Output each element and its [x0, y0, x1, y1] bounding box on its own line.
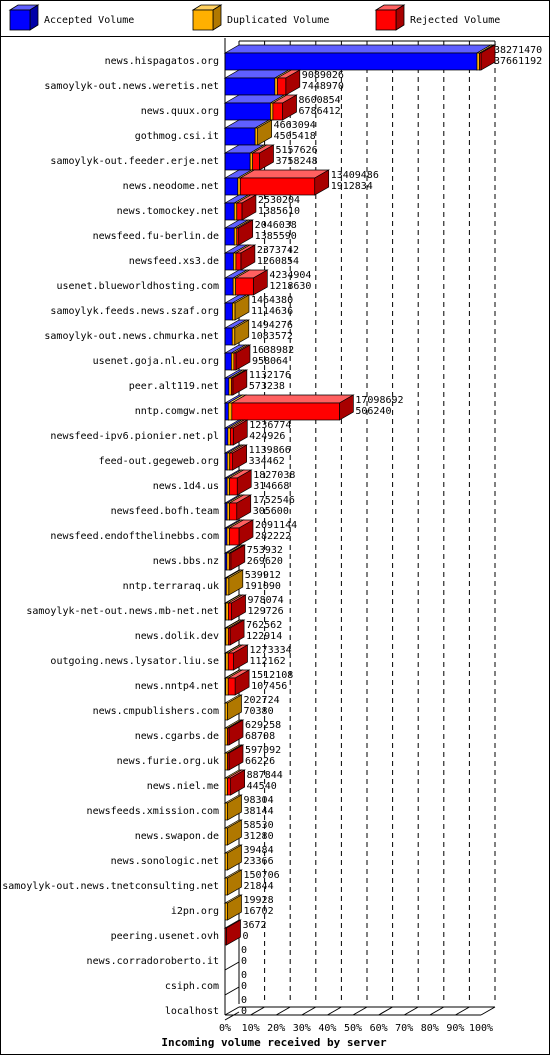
server-label: newsfeed.bofh.team: [110, 506, 219, 517]
total-value: 58530: [243, 820, 274, 831]
server-label: newsfeed.endofthelinebbs.com: [50, 531, 219, 542]
server-label: feed-out.gegeweb.org: [98, 456, 219, 467]
accepted-value: 1912834: [330, 181, 373, 192]
bar-accepted-front: [225, 78, 275, 95]
bar-accepted-front: [225, 53, 477, 70]
server-label: news.swapon.de: [134, 831, 219, 842]
total-value: 0: [241, 995, 248, 1006]
server-label: peering.usenet.ovh: [110, 931, 219, 942]
bar-row: [44, 320, 293, 345]
bar-row: [50, 645, 291, 670]
bar-rejected-front: [253, 153, 260, 170]
bar-row: [50, 295, 293, 320]
bar-row: [123, 570, 281, 595]
bar-row: [50, 145, 317, 170]
server-label: news.hispagatos.org: [104, 56, 219, 67]
bar-duplicated-front: [275, 78, 278, 95]
accepted-value: 31280: [243, 831, 274, 842]
bar-row: [153, 545, 283, 570]
server-label: news.niel.me: [146, 781, 219, 792]
accepted-value: 305600: [252, 506, 289, 517]
x-tick-label: 100%: [468, 1023, 494, 1034]
server-label: news.quux.org: [140, 106, 219, 117]
floor-tick: [251, 1007, 265, 1015]
bar-rejected-front: [228, 778, 231, 795]
bar-duplicated-front: [232, 328, 235, 345]
accepted-value: 506240: [355, 406, 392, 417]
x-tick-label: 30%: [292, 1023, 311, 1034]
accepted-value: 16702: [243, 906, 274, 917]
bar-rejected-side: [227, 920, 241, 945]
bar-rejected-front: [273, 103, 283, 120]
total-value: 3672: [242, 920, 267, 931]
total-value: 8600854: [298, 95, 341, 106]
server-label: usenet.goja.nl.eu.org: [92, 356, 219, 367]
server-label: samoylyk-out.news.tnetconsulting.net: [2, 881, 219, 892]
bar-duplicated-front: [227, 503, 230, 520]
floor-tick: [455, 1007, 469, 1015]
bar-duplicated-front: [226, 628, 229, 645]
total-value: 9089026: [301, 70, 344, 81]
bar-row: [135, 395, 404, 420]
total-value: 17098692: [355, 395, 404, 406]
bar-rejected-front: [237, 203, 242, 220]
total-value: 0: [241, 970, 248, 981]
accepted-value: 38144: [243, 806, 274, 817]
total-value: 753932: [246, 545, 283, 556]
bar-duplicated-front: [255, 128, 258, 145]
bar-empty: [225, 962, 239, 970]
bar-row: [117, 195, 300, 220]
bar-row: [87, 945, 247, 970]
accepted-value: 70380: [243, 706, 274, 717]
x-tick-label: 0%: [218, 1023, 232, 1034]
floor-tick: [302, 1007, 316, 1015]
bar-duplicated-front: [227, 528, 230, 545]
bar-rejected-front: [479, 53, 481, 70]
bar-duplicated-front: [250, 153, 253, 170]
x-tick-label: 70%: [395, 1023, 414, 1034]
bar-duplicated-front: [228, 428, 231, 445]
bar-row: [141, 95, 341, 120]
bar-rejected-top: [232, 395, 354, 403]
accepted-value: 0: [241, 1006, 248, 1017]
total-value: 1273334: [249, 645, 292, 656]
accepted-value: 0: [241, 956, 248, 967]
total-value: 1638982: [251, 345, 295, 356]
server-label: news.neodome.net: [122, 181, 219, 192]
bar-rejected-front: [232, 403, 340, 420]
bar-accepted-front: [225, 253, 233, 270]
bar-duplicated-front: [238, 178, 241, 195]
bar-duplicated-front: [227, 453, 230, 470]
accepted-value: 129726: [247, 606, 284, 617]
bar-accepted-front: [225, 103, 270, 120]
server-label: news.corradoroberto.it: [86, 956, 219, 967]
server-label: samoylyk-out.news.weretis.net: [44, 81, 219, 92]
bar-duplicated-front: [477, 53, 480, 70]
bar-duplicated-front: [234, 228, 237, 245]
accepted-value: 958064: [251, 356, 289, 367]
accepted-value: 44540: [246, 781, 277, 792]
server-label: news.dolik.dev: [134, 631, 219, 642]
total-value: 39484: [243, 845, 274, 856]
bar-duplicated-front: [228, 403, 231, 420]
server-label: samoylyk-out.feeder.erje.net: [50, 156, 219, 167]
legend-label-accepted: Accepted Volume: [44, 15, 135, 26]
bar-duplicated-front: [232, 303, 235, 320]
floor-tick: [276, 1007, 290, 1015]
total-value: 2046038: [254, 220, 297, 231]
total-value: 1752546: [252, 495, 295, 506]
accepted-value: 282222: [254, 531, 292, 542]
accepted-value: 68708: [245, 731, 276, 742]
bar-accepted-front: [225, 403, 228, 420]
accepted-value: 23366: [243, 856, 274, 867]
total-value: 887844: [246, 770, 283, 781]
total-value: 1827038: [253, 470, 296, 481]
server-label: i2pn.org: [170, 906, 219, 917]
total-value: 1236774: [249, 420, 292, 431]
floor-tick: [353, 1007, 367, 1015]
accepted-value: 112162: [249, 656, 286, 667]
total-value: 0: [241, 945, 248, 956]
bar-empty: [225, 1012, 239, 1020]
bar-rejected-side: [229, 720, 243, 745]
server-label: outgoing.news.lysator.liu.se: [50, 656, 219, 667]
server-label: news.nntp4.net: [134, 681, 219, 692]
bar-rejected-front: [236, 253, 241, 270]
accepted-value: 4505418: [273, 131, 316, 142]
floor-tick: [404, 1007, 418, 1015]
server-label: usenet.blueworldhosting.com: [56, 281, 219, 292]
total-value: 2530204: [257, 195, 301, 206]
total-value: 597092: [245, 745, 282, 756]
server-label: news.sonologic.net: [110, 856, 219, 867]
accepted-value: 314668: [253, 481, 290, 492]
bar-row: [147, 770, 283, 795]
total-value: 1512108: [251, 670, 294, 681]
bar-row: [129, 370, 291, 395]
server-label: newsfeed.fu-berlin.de: [92, 231, 219, 242]
server-label: nntp.comgw.net: [134, 406, 219, 417]
floor-tick: [327, 1007, 341, 1015]
accepted-value: 0: [241, 981, 248, 992]
bar-row: [26, 595, 283, 620]
server-label: localhost: [164, 1006, 219, 1017]
bar-accepted-front: [225, 328, 232, 345]
server-label: newsfeed.xs3.de: [128, 256, 219, 267]
total-value: 4663094: [273, 120, 316, 131]
bar-accepted-front: [225, 128, 255, 145]
bar-row: [93, 345, 295, 370]
legend-swatch-duplicated: [193, 5, 221, 30]
x-tick-label: 20%: [267, 1023, 286, 1034]
server-label: samoylyk-net-out.news.mb-net.net: [26, 606, 219, 617]
bar-rejected-front: [237, 228, 239, 245]
bar-rejected-front: [230, 453, 233, 470]
legend-item-rejected: [376, 5, 500, 30]
accepted-value: 37661192: [494, 56, 543, 67]
accepted-value: 122914: [246, 631, 283, 642]
total-value: 150706: [243, 870, 280, 881]
bar-duplicated-front: [227, 478, 230, 495]
bar-row: [93, 695, 280, 720]
accepted-value: 3758248: [275, 156, 318, 167]
server-label: news.tomockey.net: [116, 206, 219, 217]
accepted-value: 1218630: [269, 281, 312, 292]
accepted-value: 6786412: [298, 106, 341, 117]
accepted-value: 1260854: [256, 256, 300, 267]
total-value: 13409486: [330, 170, 379, 181]
legend-label-duplicated: Duplicated Volume: [227, 15, 330, 26]
accepted-value: 334462: [248, 456, 285, 467]
accepted-value: 66226: [245, 756, 276, 767]
legend: [10, 5, 500, 30]
bar-empty: [225, 987, 239, 995]
legend-label-rejected: Rejected Volume: [410, 15, 501, 26]
legend-swatch-accepted: [10, 5, 38, 30]
bar-duplicated-front: [234, 203, 237, 220]
bar-rejected-front: [228, 653, 233, 670]
bar-row: [105, 45, 543, 70]
bar-duplicated-front: [229, 378, 232, 395]
bar-rejected-front: [236, 278, 254, 295]
bar-rejected-top: [240, 170, 328, 178]
bar-rejected-front: [277, 78, 285, 95]
bar-rejected-front: [228, 628, 230, 645]
total-value: 629258: [245, 720, 282, 731]
bar-accepted-front: [225, 278, 233, 295]
bar-accepted-front: [225, 378, 229, 395]
total-value: 5157626: [275, 145, 318, 156]
server-label: samoylyk-out.news.chmurka.net: [44, 331, 219, 342]
server-label: peer.alt119.net: [128, 381, 219, 392]
floor-tick: [430, 1007, 444, 1015]
bar-row: [93, 220, 297, 245]
server-label: gothmog.csi.it: [134, 131, 219, 142]
total-value: 978074: [247, 595, 284, 606]
bar-row: [135, 670, 294, 695]
accepted-value: 1385610: [257, 206, 301, 217]
server-label: news.cgarbs.de: [134, 731, 219, 742]
accepted-value: 1114636: [250, 306, 294, 317]
bar-row: [87, 795, 274, 820]
bar-rejected-front: [230, 478, 238, 495]
floor-tick: [379, 1007, 393, 1015]
total-value: 2091144: [254, 520, 298, 531]
bar-row: [50, 520, 297, 545]
total-value: 4234904: [269, 270, 312, 281]
accepted-value: 21844: [243, 881, 274, 892]
x-tick-label: 10%: [241, 1023, 260, 1034]
bar-rejected-front: [231, 378, 233, 395]
legend-item-duplicated: [193, 5, 329, 30]
x-tick-label: 40%: [318, 1023, 337, 1034]
bar-row: [56, 270, 311, 295]
total-value: 1494276: [250, 320, 293, 331]
bar-rejected-front: [230, 503, 237, 520]
bar-accepted-front: [225, 203, 234, 220]
bar-row: [123, 170, 379, 195]
x-tick-label: 80%: [420, 1023, 439, 1034]
server-label: news.bbs.nz: [152, 556, 219, 567]
bar-duplicated-front: [226, 678, 229, 695]
bar-row: [44, 70, 344, 95]
x-tick-label: 90%: [446, 1023, 465, 1034]
bar-row: [135, 720, 281, 745]
accepted-value: 107456: [251, 681, 288, 692]
bar-duplicated-front: [270, 103, 273, 120]
bar-row: [135, 820, 274, 845]
bar-rejected-front: [229, 528, 239, 545]
bar-row: [111, 920, 267, 945]
bar-accepted-front: [225, 153, 250, 170]
bar-rejected-front: [228, 603, 231, 620]
bar-rejected-front: [229, 553, 231, 570]
server-label: samoylyk.feeds.news.szaf.org: [50, 306, 219, 317]
bar-row: [117, 745, 281, 770]
total-value: 1464380: [250, 295, 294, 306]
bar-rejected-front: [234, 353, 236, 370]
bar-row: [111, 845, 274, 870]
bar-duplicated-front: [233, 278, 236, 295]
accepted-value: 1385590: [254, 231, 297, 242]
x-tick-label: 60%: [369, 1023, 388, 1034]
bar-duplicated-front: [227, 553, 230, 570]
total-value: 1139866: [248, 445, 291, 456]
accepted-value: 7448970: [301, 81, 344, 92]
total-value: 762562: [246, 620, 283, 631]
bar-accepted-front: [225, 303, 232, 320]
bar-row: [135, 620, 283, 645]
bar-row: [111, 495, 295, 520]
bar-rejected-front: [228, 753, 230, 770]
total-value: 202724: [243, 695, 280, 706]
bar-accepted-top: [225, 45, 491, 53]
bar-rejected-front: [228, 678, 235, 695]
x-axis-title: Incoming volume received by server: [161, 1036, 387, 1049]
bar-accepted-front: [225, 228, 234, 245]
server-label: news.furie.org.uk: [116, 756, 219, 767]
bar-row: [165, 995, 247, 1020]
server-label: news.cmpublishers.com: [92, 706, 219, 717]
floor-tick: [481, 1007, 495, 1015]
total-value: 38271470: [494, 45, 543, 56]
bar-row: [2, 870, 279, 895]
total-value: 19928: [243, 895, 274, 906]
accepted-value: 191090: [244, 581, 281, 592]
bar-rejected-front: [228, 728, 230, 745]
bar-duplicated-front: [231, 353, 234, 370]
legend-item-accepted: [10, 5, 134, 30]
bar-accepted-front: [225, 353, 231, 370]
bar-duplicated-front: [233, 253, 236, 270]
bar-row: [171, 895, 274, 920]
accepted-value: 1083572: [250, 331, 293, 342]
x-tick-label: 50%: [343, 1023, 363, 1034]
bar-rejected-front: [230, 428, 233, 445]
legend-swatch-rejected: [376, 5, 404, 30]
server-label: newsfeeds.xmission.com: [86, 806, 219, 817]
server-label: nntp.terraraq.uk: [122, 581, 219, 592]
bar-row: [153, 470, 296, 495]
bars: [2, 45, 542, 1020]
bar-rejected-front: [240, 178, 314, 195]
bar-row: [99, 445, 291, 470]
server-label: news.1d4.us: [152, 481, 219, 492]
accepted-value: 573238: [248, 381, 285, 392]
total-value: 98304: [243, 795, 274, 806]
server-label: csiph.com: [164, 981, 219, 992]
bar-accepted-front: [225, 178, 238, 195]
accepted-value: 424926: [249, 431, 286, 442]
accepted-value: 0: [242, 931, 249, 942]
bar-row: [50, 420, 291, 445]
server-label: newsfeed-ipv6.pionier.net.pl: [50, 431, 219, 442]
bar-rejected-side: [229, 745, 243, 770]
total-value: 1132176: [248, 370, 291, 381]
bar-duplicated-front: [226, 653, 229, 670]
accepted-value: 269620: [246, 556, 283, 567]
bar-duplicated-side: [229, 570, 243, 595]
bar-duplicated-front: [226, 578, 229, 595]
bar-duplicated-front: [226, 603, 229, 620]
bar-row: [165, 970, 247, 995]
total-value: 539912: [244, 570, 281, 581]
floor-tick: [225, 1007, 239, 1015]
bar-row: [129, 245, 299, 270]
total-value: 2373742: [256, 245, 300, 256]
